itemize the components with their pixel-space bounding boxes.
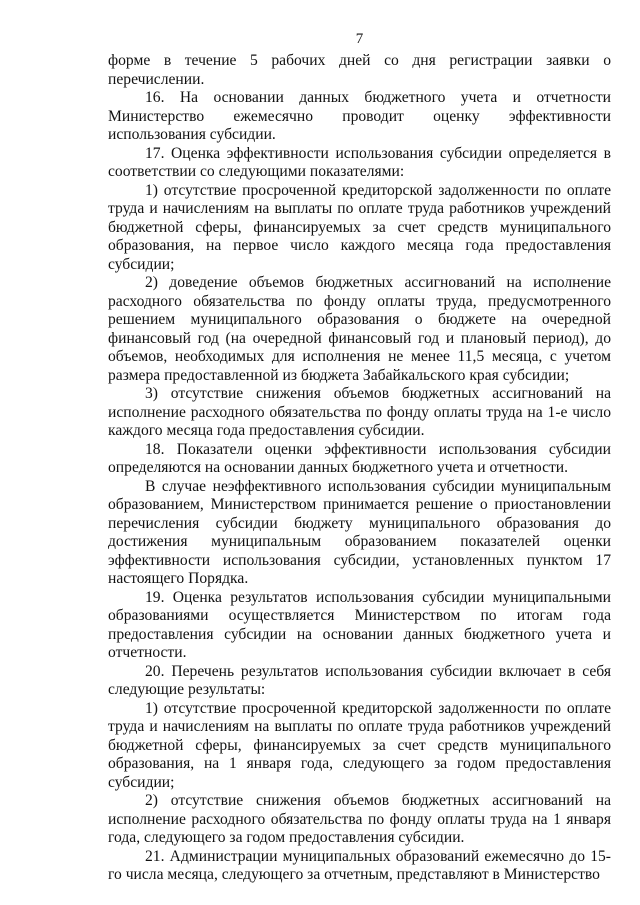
paragraph: 2) доведение объемов бюджетных ассигнований на исполнение расходного обязательства по фонду оплаты труда, предусмотренного решением муниципального образования о бюджете на очередной финансовый год (на очередной финансовый год и плановый период), до объемов, необходимых для исполнения не менее 11,5 месяца, с учетом размера предоставленной из бюджета Забайкальского края субсидии; — [108, 274, 611, 384]
document-page — [108, 30, 611, 885]
paragraph: 21. Администрации муниципальных образований ежемесячно до 15-го числа месяца, следующего за отчетным, представляют в Министерство — [108, 847, 611, 883]
paragraph: 1) отсутствие просроченной кредиторской задолженности по оплате труда и начислениям на выплаты по оплате труда работников учреждений бюджетной сферы, финансируемых за счет средств муниципального образования, на первое число каждого месяца года предоставления субсидии; — [108, 181, 611, 273]
paragraph: 18. Показатели оценки эффективности использования субсидии определяются на основании данных бюджетного учета и отчетности. — [108, 440, 611, 476]
paragraph: 19. Оценка результатов использования субсидии муниципальными образованиями осуществляется Министерством по итогам года предоставления субсидии на основании данных бюджетного учета и отчетности. — [108, 588, 611, 661]
paragraph: 17. Оценка эффективности использования субсидии определяется в соответствии со следующими показателями: — [108, 144, 611, 180]
document-body — [108, 52, 611, 885]
paragraph: 3) отсутствие снижения объемов бюджетных ассигнований на исполнение расходного обязательства по фонду оплаты труда на 1-е число каждого месяца года предоставления субсидии. — [108, 385, 611, 439]
paragraph: 1) отсутствие просроченной кредиторской задолженности по оплате труда и начислениям на выплаты по оплате труда работников учреждений бюджетной сферы, финансируемых за счет средств муниципального образования, на 1 января года, следующего за годом предоставления субсидии; — [108, 699, 611, 791]
paragraph: 20. Перечень результатов использования субсидии включает в себя следующие результаты: — [108, 662, 611, 698]
paragraph: форме в течение 5 рабочих дней со дня регистрации заявки о перечислении. — [108, 52, 611, 88]
paragraph: В случае неэффективного использования субсидии муниципальным образованием, Министерством принимается решение о приостановлении перечисления субсидии бюджету муниципального образования до достижения муниципальным образованием показателей оценки эффективности использования субсидии, установленных пунктом 17 настоящего Порядка. — [108, 477, 611, 587]
paragraph: 16. На основании данных бюджетного учета и отчетности Министерство ежемесячно проводит оценку эффективности использования субсидии. — [108, 89, 611, 143]
paragraph: 2) отсутствие снижения объемов бюджетных ассигнований на исполнение расходного обязательства по фонду оплаты труда на 1 января года, следующего за годом предоставления субсидии. — [108, 792, 611, 846]
page-number: 7 — [355, 31, 364, 47]
